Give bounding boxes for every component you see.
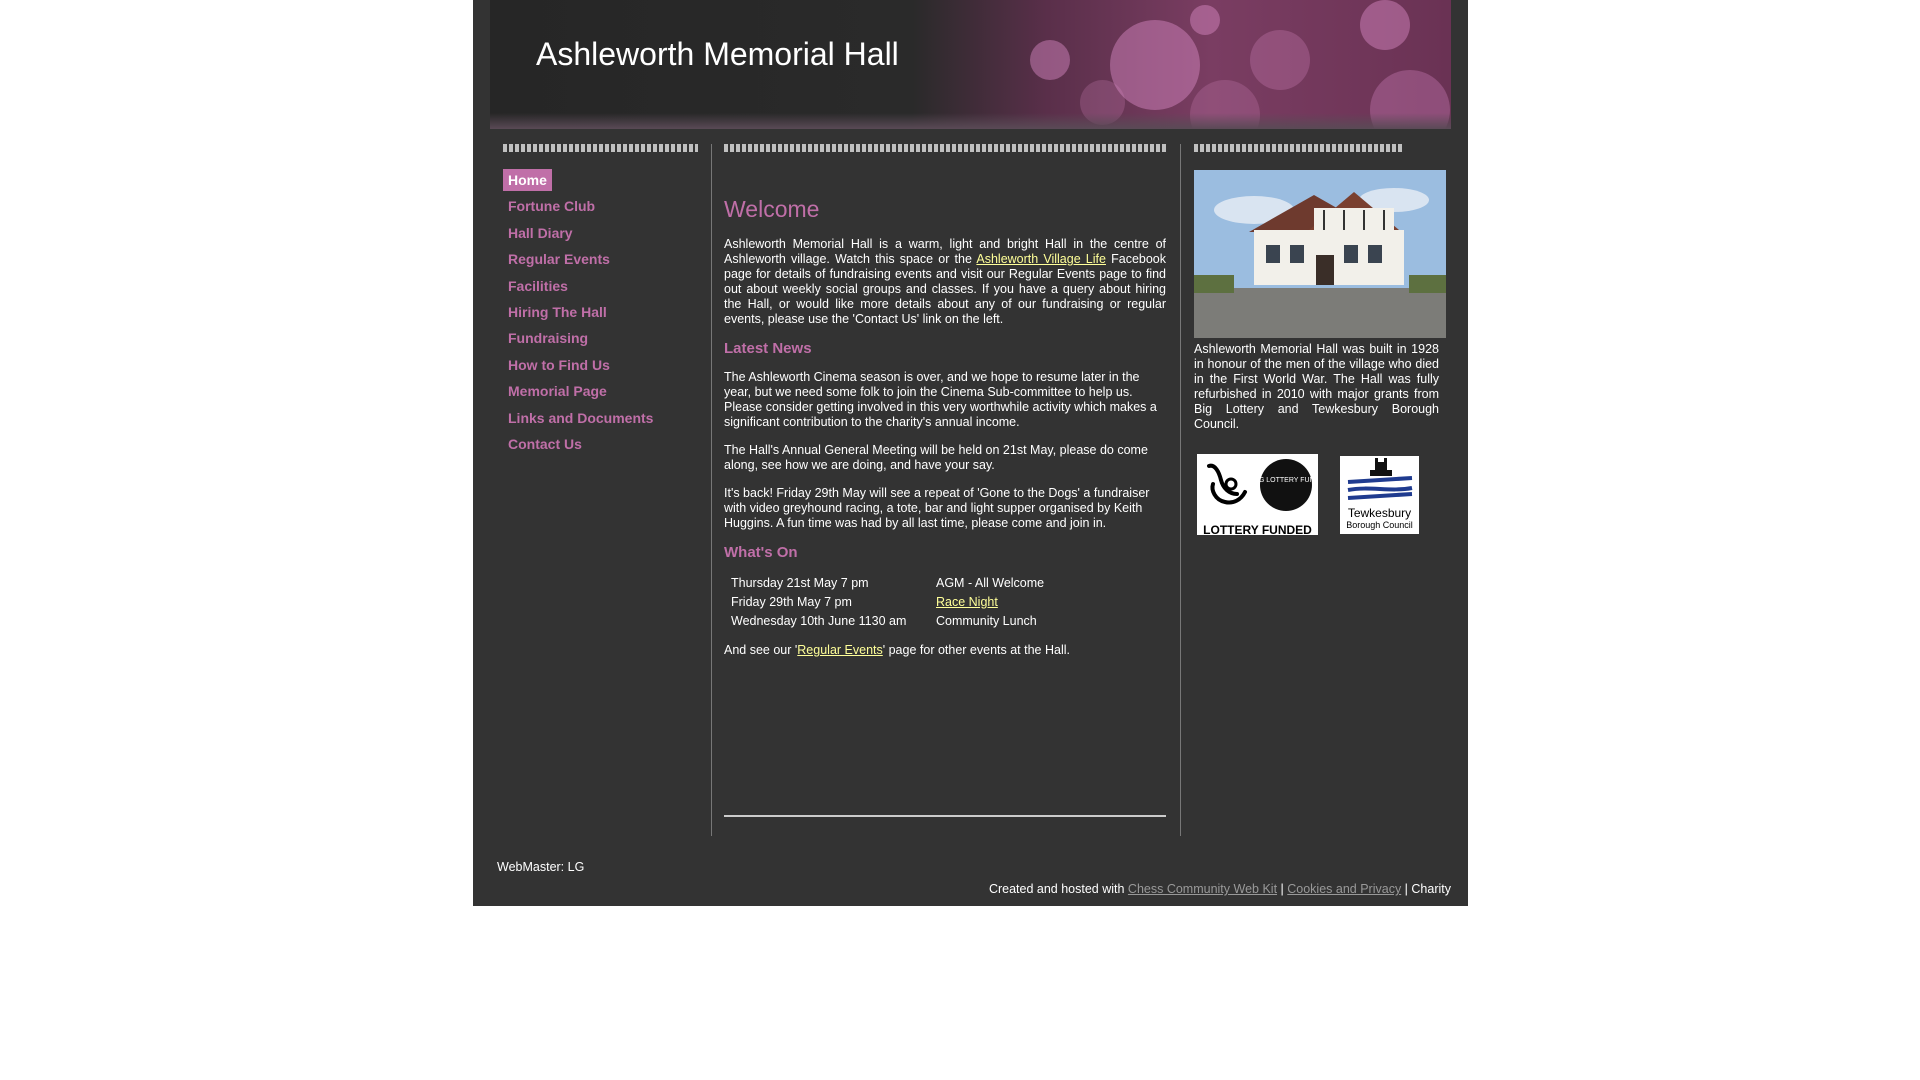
cookies-privacy-link[interactable]: Cookies and Privacy [1287,882,1402,896]
news-item: The Ashleworth Cinema season is over, and we hope to resume later in the year, but we need some folk to join the Cinema Sub-committee to help us. Please consider getting involved in this very worthwhile activity which makes a significant contribution to the charity's annual income. [724,370,1157,429]
lottery-fingers-icon [1209,466,1245,503]
event-date: Wednesday 10th June 1130 am [731,614,907,628]
nav-item-contact-us[interactable]: Contact Us [508,435,582,452]
latest-news-heading: Latest News [724,340,812,357]
table-row [728,574,1047,593]
nav-item-regular-events[interactable]: Regular Events [508,251,610,268]
lottery-funded-logo [1197,454,1318,535]
news-item: It's back! Friday 29th May will see a repeat of 'Gone to the Dogs' a fundraiser with video greyhound racing, a tote, bar and light supper organised by Keith Huggins. A fun time was had by all last time, please come and join in. [724,486,1150,530]
race-night-link[interactable]: Race Night [936,595,998,609]
main-content [724,195,1166,671]
table-row [728,593,1047,612]
sidebar-nav [503,169,698,459]
nav-item-hall-diary[interactable]: Hall Diary [508,224,573,241]
hall-photo [1194,170,1446,338]
event-date: Friday 29th May 7 pm [731,595,852,609]
side-divider [1194,144,1404,152]
nav-item-fortune-club[interactable]: Fortune Club [508,198,596,215]
nav-item-hiring-the-hall[interactable]: Hiring The Hall [508,303,607,320]
chess-community-link[interactable]: Chess Community Web Kit [1127,882,1278,896]
church-tower-icon [1370,458,1392,476]
nav-item-memorial-page[interactable]: Memorial Page [508,383,607,400]
borough-council-text: Borough Council [1346,520,1413,530]
events-table [728,574,1047,631]
tewkesbury-council-logo [1340,456,1419,534]
content-rule [724,815,1166,817]
nav-item-links-and-documents[interactable]: Links and Documents [508,409,654,426]
footer-credit: Created and hosted with Chess Community Web Kit | Cookies and Privacy | Charity [988,882,1451,896]
whats-on-heading: What's On [724,544,798,561]
see-also-text: And see our 'Regular Events' page for other events at the Hall. [724,643,1070,657]
village-life-link[interactable]: Ashleworth Village Life [976,252,1106,266]
tewkesbury-text: Tewkesbury [1347,506,1412,520]
funder-logos [1194,454,1446,539]
table-row [728,612,1047,631]
event-name: Community Lunch [936,614,1037,628]
hall-history-text: Ashleworth Memorial Hall was built in 1928 in honour of the men of the village who died in the First World War. The Hall was fully refurbished in 2010 with major grants from Big Lottery and Tewkesbury Borough Council. [1194,342,1439,431]
page-wrapper [473,0,1468,906]
svg-text:BIG LOTTERY FUND: BIG LOTTERY FUND [1252,477,1318,484]
intro-paragraph: Ashleworth Memorial Hall is a warm, light and bright Hall in the centre of Ashleworth village. Watch this space or the Ashleworth Village Life Facebook page for details of fundraising events and visit our Regular Events page to find out about weekly social groups and classes. If you have a query about hiring the Hall, or would like more details about any of our fundraising or regular events, please use the 'Contact Us' link on the left. [724,237,1167,326]
event-date: Thursday 21st May 7 pm [731,576,869,590]
column-separator-left [711,144,712,836]
event-name: AGM - All Welcome [936,576,1045,590]
side-panel [1194,170,1446,539]
site-banner [490,0,1451,129]
nav-item-home[interactable]: Home [503,169,552,191]
regular-events-link[interactable]: Regular Events [797,643,883,657]
site-title: Ashleworth Memorial Hall [536,36,899,72]
page-heading: Welcome [724,196,820,222]
main-divider [724,144,1166,152]
nav-divider [503,144,698,152]
column-separator-right [1180,144,1181,836]
lottery-funded-text: LOTTERY FUNDED [1203,523,1312,537]
news-item: The Hall's Annual General Meeting will be held on 21st May, please do come along, see how we are doing, and have your say. [724,443,1148,472]
webmaster-credit: WebMaster: LG [497,860,585,874]
nav-item-fundraising[interactable]: Fundraising [508,330,589,347]
nav-item-how-to-find-us[interactable]: How to Find Us [508,356,610,373]
nav-item-facilities[interactable]: Facilities [508,277,568,294]
